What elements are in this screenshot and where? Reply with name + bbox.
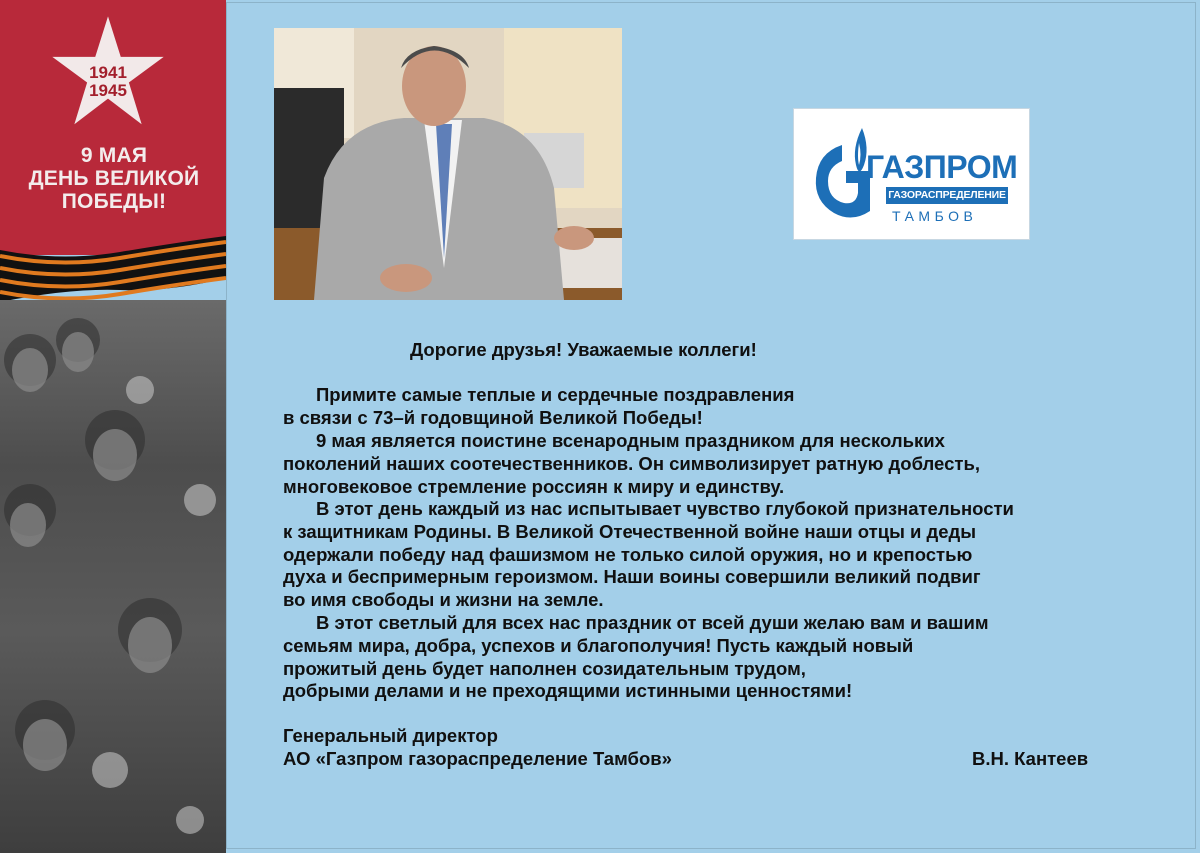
- gazprom-flame-icon: [812, 123, 872, 223]
- victory-day-banner: [0, 0, 226, 853]
- paragraph-line: добрыми делами и не преходящими истинными ценностями!: [283, 680, 853, 702]
- paragraph-2: [283, 430, 980, 498]
- paragraph-line: семьям мира, добра, успехов и благополучия! Пусть каждый новый: [283, 634, 914, 656]
- paragraph-line: 9 мая является поистине всенародным праздником для нескольких: [316, 430, 945, 451]
- paragraph-3: [283, 498, 1014, 612]
- logo-city: ТАМБОВ: [892, 208, 978, 224]
- war-years: [50, 64, 166, 100]
- victory-line-3: ПОБЕДЫ!: [61, 190, 167, 213]
- paragraph-line: поколений наших соотечественников. Он символизирует ратную доблесть,: [283, 452, 980, 474]
- victory-line-1: 9 МАЯ: [80, 144, 148, 167]
- year-end: 1945: [89, 81, 127, 100]
- paragraph-line: к защитникам Родины. В Великой Отечественной войне наши отцы и деды: [283, 520, 977, 542]
- paragraph-4: [283, 612, 989, 703]
- paragraph-line: прожитый день будет наполнен созидательным трудом,: [283, 657, 806, 679]
- signature-organization: АО «Газпром газораспределение Тамбов»: [283, 748, 672, 769]
- veterans-photo: [0, 300, 226, 853]
- paragraph-line: В этот светлый для всех нас праздник от всей души желаю вам и вашим: [316, 612, 989, 633]
- director-photo: [274, 28, 622, 300]
- signature-title: Генеральный директор: [283, 725, 498, 746]
- company-logo: [793, 108, 1030, 240]
- year-start: 1941: [89, 63, 127, 82]
- letter-greeting: Дорогие друзья! Уважаемые коллеги!: [410, 339, 757, 360]
- paragraph-line: духа и беспримерным героизмом. Наши воины совершили великий подвиг: [283, 566, 981, 588]
- paragraph-line: В этот день каждый из нас испытывает чувство глубокой признательности: [316, 498, 1014, 519]
- signature-name: В.Н. Кантеев: [972, 748, 1089, 769]
- paragraph-1: [283, 384, 794, 430]
- paragraph-line: Примите самые теплые и сердечные поздравления: [316, 384, 795, 405]
- victory-line-2: ДЕНЬ ВЕЛИКОЙ: [28, 167, 200, 190]
- paragraph-line: многовековое стремление россиян к миру и единству.: [283, 475, 785, 497]
- logo-name: ГАЗПРОМ: [866, 149, 1018, 185]
- victory-day-title: [14, 144, 214, 213]
- logo-subtitle: ГАЗОРАСПРЕДЕЛЕНИЕ: [886, 187, 1008, 204]
- paragraph-line: в связи с 73–й годовщиной Великой Победы!: [283, 406, 703, 428]
- paragraph-line: одержали победу над фашизмом не только силой оружия, но и крепостью: [283, 543, 973, 565]
- paragraph-line: во имя свободы и жизни на земле.: [283, 589, 604, 611]
